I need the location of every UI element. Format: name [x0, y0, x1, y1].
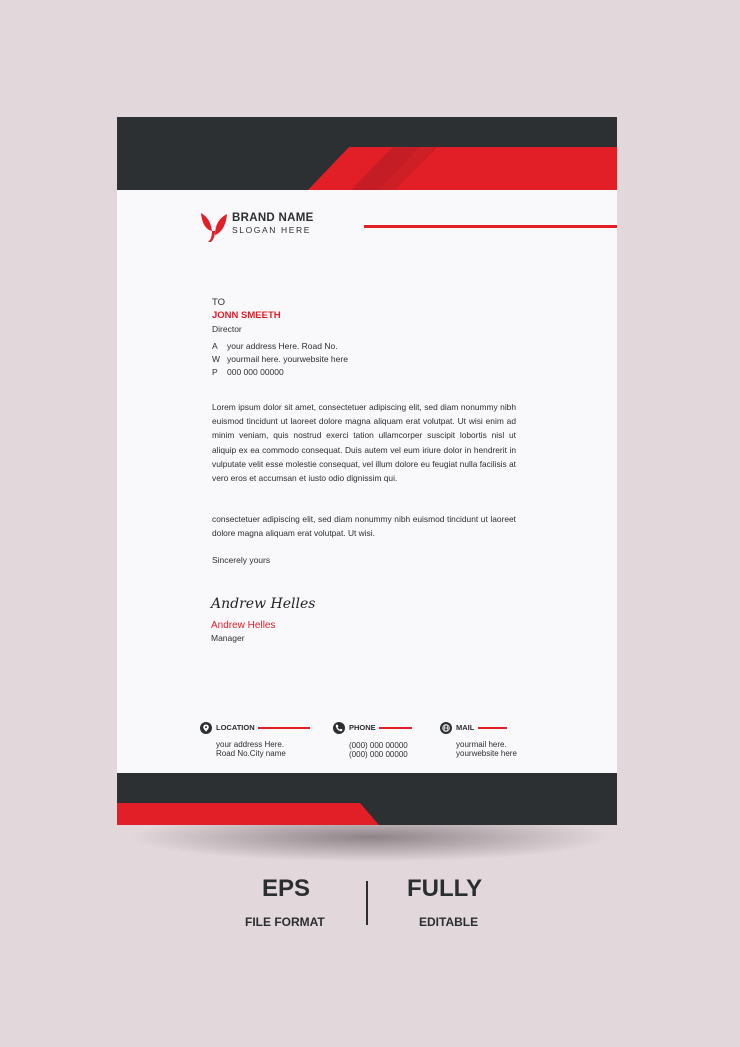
promo-format-title: EPS — [262, 875, 311, 902]
signer-name: Andrew Helles — [211, 620, 276, 631]
promo-divider — [366, 881, 368, 925]
footer-mail-line2: yourwebsite here — [456, 749, 517, 758]
recipient-name: JONN SMEETH — [212, 310, 281, 321]
promo-editable-subtitle: EDITABLE — [419, 915, 479, 929]
contact-value: yourmail here. yourwebsite here — [227, 354, 348, 364]
contact-key: A — [212, 341, 218, 351]
contact-phone — [212, 367, 284, 377]
footer-phone-line1: (000) 000 00000 — [349, 741, 408, 750]
body-paragraph-1: Lorem ipsum dolor sit amet, consectetuer adipiscing elit, sed diam nonummy nibh euismod tincidunt ut laoreet dolore magna aliquam erat volutpat. Ut wisi enim ad minim veniam, quis nostrud exerci tation ullamcorper suscipit lobortis nisl ut aliquip ex ea commodo consequat. Duis autem vel eum iriure dolor in hendrerit in vulputate velit esse molestie consequat, vel illum dolore eu feugiat nulla facilisis at vero eros et accumsan et iusto odio dignissim qui. — [212, 402, 516, 484]
promo-format-subtitle: FILE FORMAT — [245, 915, 325, 929]
footer-phone-label: PHONE — [349, 723, 376, 732]
footer-mail-label: MAIL — [456, 723, 475, 732]
phone-icon — [333, 722, 345, 734]
header-red-accent — [117, 117, 617, 190]
body-paragraph-2: consectetuer adipiscing elit, sed diam nonummy nibh euismod tincidunt ut laoreet dolore magna aliquam erat volutpat. Ut wisi. — [212, 514, 516, 539]
contact-key: P — [212, 367, 218, 377]
header-rule — [364, 225, 617, 228]
footer-red-accent — [117, 773, 617, 825]
footer-location — [200, 722, 310, 734]
closing-text: Sincerely yours — [212, 555, 271, 565]
contact-address — [212, 341, 338, 351]
globe-icon — [440, 722, 452, 734]
contact-value: 000 000 00000 — [227, 367, 284, 377]
contact-value: your address Here. Road No. — [227, 341, 338, 351]
brand-slogan: SLOGAN HERE — [232, 225, 312, 235]
signature: Andrew Helles — [211, 596, 316, 612]
brand-name: BRAND NAME — [232, 212, 314, 224]
recipient-title: Director — [212, 324, 242, 334]
promo-editable-title: FULLY — [407, 875, 483, 902]
footer-mail-rule — [478, 727, 507, 729]
brand-block — [199, 211, 339, 245]
footer-phone-rule — [379, 727, 412, 729]
footer-location-label: LOCATION — [216, 723, 255, 732]
location-pin-icon — [200, 722, 212, 734]
to-label: TO — [212, 297, 226, 308]
leaf-logo-icon — [199, 211, 229, 243]
footer-location-rule — [258, 727, 310, 729]
footer-location-line1: your address Here. — [216, 740, 285, 749]
footer-mail — [440, 722, 510, 734]
signer-role: Manager — [211, 633, 245, 643]
footer-mail-line1: yourmail here. — [456, 740, 507, 749]
footer-phone — [333, 722, 413, 734]
contact-web — [212, 354, 348, 364]
footer-phone-line2: (000) 000 00000 — [349, 750, 408, 759]
contact-key: W — [212, 354, 221, 364]
footer-location-line2: Road No.City name — [216, 749, 286, 758]
letterhead-sheet — [117, 117, 617, 825]
